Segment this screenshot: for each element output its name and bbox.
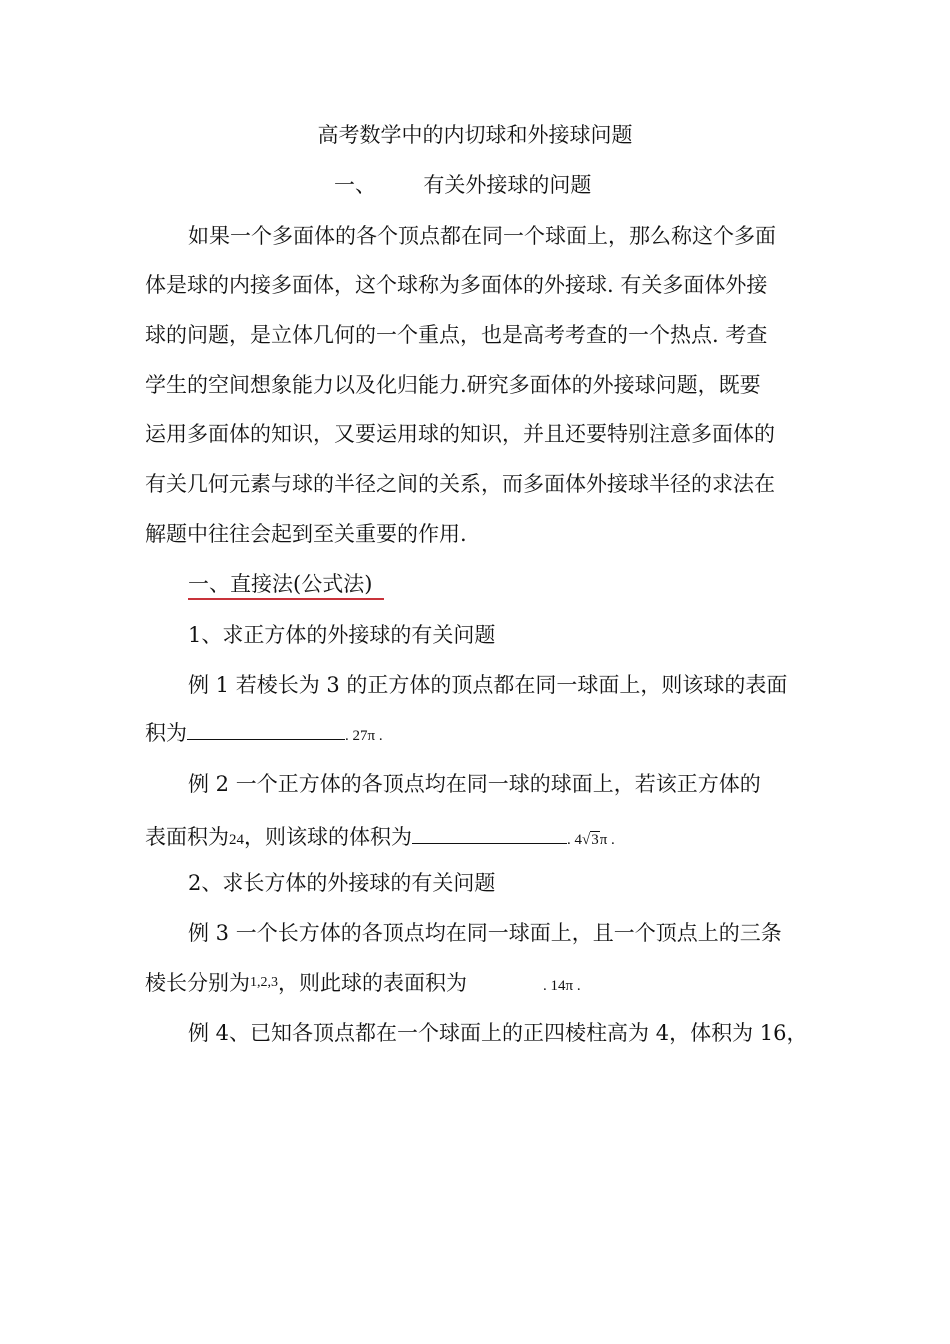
- example-2-answer: . 4√3π .: [567, 832, 615, 848]
- intro-line: 运用多面体的知识，又要运用球的知识，并且还要特别注意多面体的: [145, 422, 775, 446]
- example-2-answer-line: [145, 822, 615, 855]
- example-3-mid: ，则此球的表面积为: [278, 971, 467, 995]
- intro-line: 有关几何元素与球的半径之间的关系，而多面体外接球半径的求法在: [145, 472, 775, 496]
- document-title: 高考数学中的内切球和外接球问题: [317, 123, 633, 147]
- example-1-answer-line: [145, 718, 383, 751]
- answer-blank: [187, 721, 345, 740]
- answer-blank: [412, 825, 567, 844]
- example-1-question: 例 1 若棱长为 3 的正方体的顶点都在同一球面上，则该球的表面: [188, 673, 788, 697]
- subheading-cube: 1、求正方体的外接球的有关问题: [188, 623, 496, 647]
- intro-line: 球的问题，是立体几何的一个重点，也是高考考查的一个热点. 考查: [145, 323, 768, 347]
- example-3-question: 例 3 一个长方体的各顶点均在同一球面上，且一个顶点上的三条: [188, 921, 782, 945]
- section-heading: [334, 170, 591, 200]
- example-4-question: 例 4、已知各顶点都在一个球面上的正四棱柱高为 4，体积为 16，: [188, 1021, 808, 1045]
- example-3-answer-line: [145, 968, 581, 1002]
- subheading-cuboid: 2、求长方体的外接球的有关问题: [188, 871, 496, 895]
- example-3-answer: . 14π .: [543, 978, 581, 994]
- intro-line: 解题中往往会起到至关重要的作用.: [145, 522, 467, 546]
- example-3-edges: 1,2,3: [250, 975, 278, 990]
- section-number: 一、: [334, 173, 376, 197]
- example-2-area: 24: [229, 832, 244, 848]
- intro-line: 体是球的内接多面体，这个球称为多面体的外接球. 有关多面体外接: [145, 273, 768, 297]
- intro-line: 如果一个多面体的各个顶点都在同一个球面上，那么称这个多面: [188, 224, 776, 248]
- example-2-question: 例 2 一个正方体的各顶点均在同一球的球面上，若该正方体的: [188, 772, 761, 796]
- spellcheck-underline: [188, 598, 384, 600]
- example-1-answer: . 27π .: [345, 728, 383, 744]
- section-title: 有关外接球的问题: [423, 173, 592, 197]
- example-2-mid: ，则该球的体积为: [244, 825, 412, 849]
- example-3-prefix: 棱长分别为: [145, 971, 250, 995]
- method-heading: 一、直接法(公式法): [188, 572, 373, 596]
- example-2-prefix: 表面积为: [145, 825, 229, 849]
- example-1-prefix: 积为: [145, 721, 187, 745]
- intro-line: 学生的空间想象能力以及化归能力.研究多面体的外接球问题，既要: [145, 373, 761, 397]
